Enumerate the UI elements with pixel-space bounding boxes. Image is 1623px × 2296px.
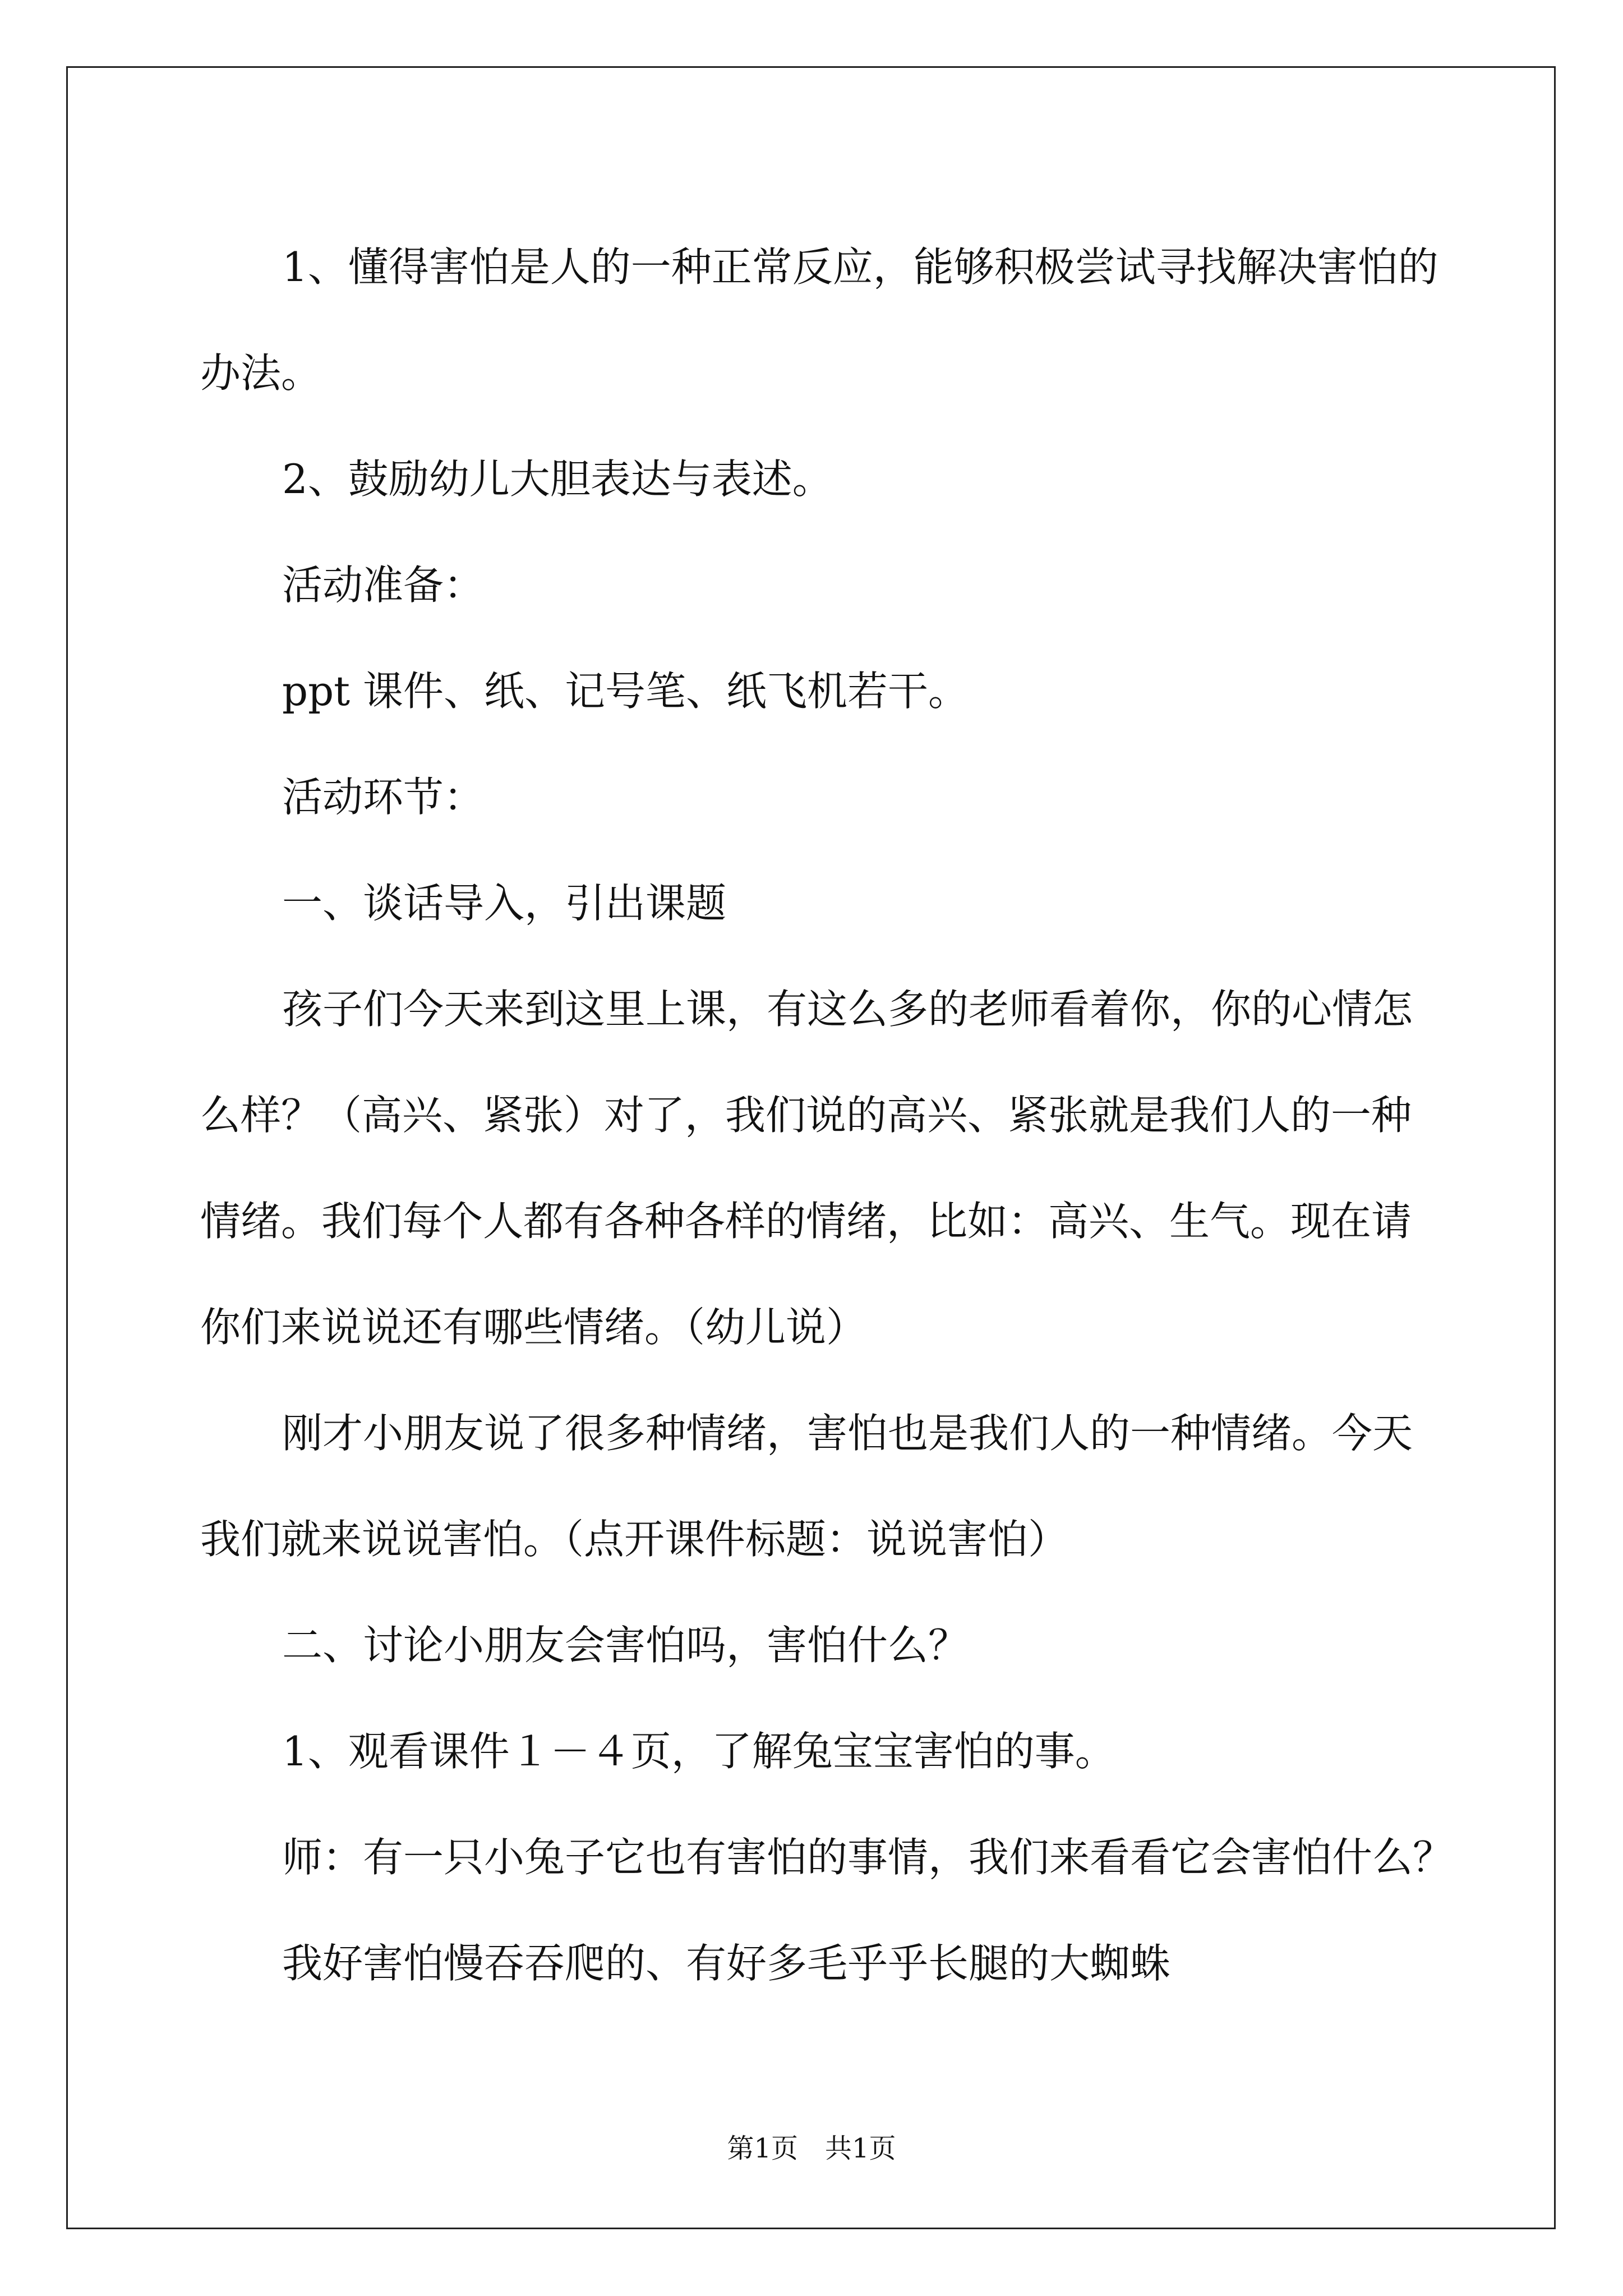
paragraph-line: 你们来说说还有哪些情绪。（幼儿说）	[200, 1304, 867, 1351]
section-heading: 二、讨论小朋友会害怕吗，害怕什么？	[282, 1622, 969, 1669]
section-heading: 一、谈话导入，引出课题	[282, 880, 727, 927]
section-heading: 活动环节：	[282, 774, 485, 821]
paragraph-line: 办法。	[200, 349, 322, 397]
paragraph-line: 刚才小朋友说了很多种情绪，害怕也是我们人的一种情绪。今天	[282, 1410, 1413, 1457]
paragraph-line: 2、鼓励幼儿大胆表达与表述。	[282, 455, 833, 503]
paragraph-line: ppt 课件、纸、记号笔、纸飞机若干。	[282, 668, 969, 715]
document-body	[200, 214, 1454, 2017]
paragraph-line: 孩子们今天来到这里上课，有这么多的老师看着你，你的心情怎	[282, 986, 1413, 1033]
paragraph-line: 么样？（高兴、紧张）对了，我们说的高兴、紧张就是我们人的一种	[200, 1092, 1412, 1139]
page-footer: 第1页 共1页	[727, 2133, 896, 2164]
paragraph-line: 师：有一只小兔子它也有害怕的事情，我们来看看它会害怕什么？	[282, 1834, 1454, 1881]
paragraph-line: 1、观看课件１－４页，了解兔宝宝害怕的事。	[282, 1728, 1115, 1775]
section-heading: 活动准备：	[282, 562, 485, 609]
paragraph-line: 1、懂得害怕是人的一种正常反应，能够积极尝试寻找解决害怕的	[282, 243, 1438, 291]
paragraph-line: 我们就来说说害怕。（点开课件标题：说说害怕）	[200, 1516, 1069, 1563]
paragraph-line: 情绪。我们每个人都有各种各样的情绪，比如：高兴、生气。现在请	[200, 1198, 1412, 1245]
paragraph-line: 我好害怕慢吞吞爬的、有好多毛乎乎长腿的大蜘蛛	[282, 1940, 1171, 1987]
